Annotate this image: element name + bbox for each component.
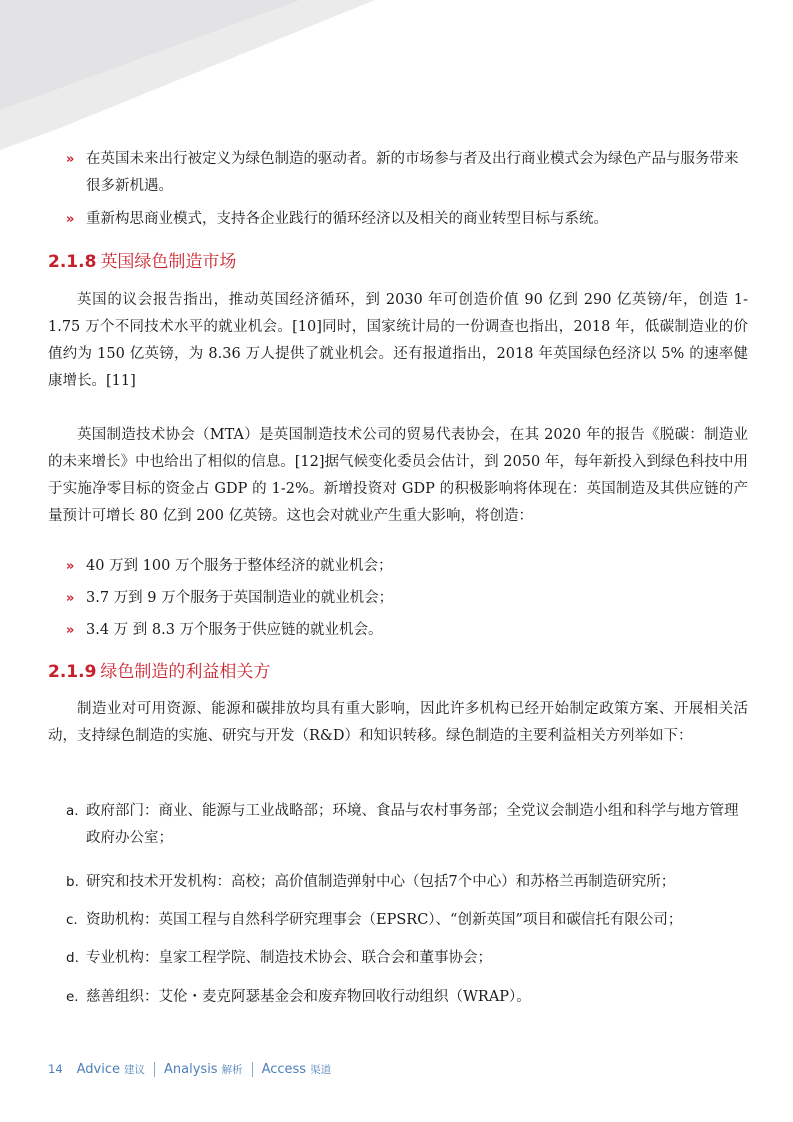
section-heading-2-1-9: 2.1.9 绿色制造的利益相关方 bbox=[48, 662, 271, 682]
footer-advice-zh: 建议 bbox=[124, 1063, 146, 1076]
corner-decoration bbox=[0, 0, 793, 160]
double-chevron-right-icon: » bbox=[66, 152, 75, 167]
double-chevron-right-icon: » bbox=[66, 623, 75, 638]
footer-access: Access bbox=[261, 1061, 307, 1077]
paragraph: 制造业对可用资源、能源和碳排放均具有重大影响，因此许多机构已经开始制定政策方案、开展相关活动，支持绿色制造的实施、研究与开发（R&D）和知识转移。绿色制造的主要利益相关方列举如下： bbox=[48, 701, 748, 744]
page-number: 14 bbox=[48, 1062, 63, 1076]
double-chevron-right-icon: » bbox=[66, 212, 75, 227]
footer-advice: Advice bbox=[76, 1061, 121, 1077]
bullet-item: » 在英国未来出行被定义为绿色制造的驱动者。新的市场参与者及出行商业模式会为绿色产品与服务带来很多新机遇。 bbox=[66, 146, 746, 200]
bullet-item: » 3.7 万到 9 万个服务于英国制造业的就业机会； bbox=[66, 585, 746, 612]
section-heading-2-1-8: 2.1.8 英国绿色制造市场 bbox=[48, 252, 237, 272]
bullet-item: » 3.4 万 到 8.3 万个服务于供应链的就业机会。 bbox=[66, 617, 746, 644]
bullet-item: » 重新构思商业模式，支持各企业践行的循环经济以及相关的商业转型目标与系统。 bbox=[66, 206, 746, 233]
list-item: e. 慈善组织：艾伦・麦克阿瑟基金会和废弃物回收行动组织（WRAP）。 bbox=[66, 989, 531, 1005]
paragraph: 英国的议会报告指出，推动英国经济循环，到 2030 年可创造价值 90 亿到 290 亿英镑/年，创造 1-1.75 万个不同技术水平的就业机会。[10]同时，国家统计局的一份调查也指出，2018 年，低碳制造业的价值约为 150 亿英镑，为 8.36 万人提供了就业机会。还有报道指出，2018 年英国绿色经济以 5% 的速率健康增长。[11] bbox=[48, 292, 748, 389]
paragraph: 英国制造技术协会（MTA）是英国制造技术公司的贸易代表协会，在其 2020 年的报告《脱碳：制造业的未来增长》中也给出了相似的信息。[12]据气候变化委员会估计，到 2050 年，每年新投入到绿色科技中用于实施净零目标的资金占 GDP 的 1-2%。新增投资对 GDP 的积极影响将体现在：英国制造及其供应链的产量预计可增长 80 亿到 200 亿英镑。这也会对就业产生重大影响，将创造： bbox=[48, 427, 748, 524]
list-item: a. 政府部门：商业、能源与工业战略部；环境、食品与农村事务部；全党议会制造小组和科学与地方管理政府办公室； bbox=[66, 803, 739, 846]
list-item: d. 专业机构：皇家工程学院、制造技术协会、联合会和董事协会； bbox=[66, 950, 492, 966]
bullet-item: » 40 万到 100 万个服务于整体经济的就业机会； bbox=[66, 553, 746, 580]
double-chevron-right-icon: » bbox=[66, 559, 75, 574]
footer-divider bbox=[154, 1062, 155, 1077]
list-item: b. 研究和技术开发机构：高校；高价值制造弹射中心（包括7个中心）和苏格兰再制造研究所； bbox=[66, 874, 676, 890]
double-chevron-right-icon: » bbox=[66, 591, 75, 606]
page-footer bbox=[48, 1058, 331, 1080]
footer-divider bbox=[252, 1062, 253, 1077]
footer-analysis-zh: 解析 bbox=[221, 1063, 243, 1076]
footer-analysis: Analysis bbox=[164, 1061, 218, 1077]
footer-access-zh: 渠道 bbox=[310, 1063, 332, 1076]
list-item: c. 资助机构：英国工程与自然科学研究理事会（EPSRC）、“创新英国”项目和碳信托有限公司； bbox=[66, 912, 683, 928]
